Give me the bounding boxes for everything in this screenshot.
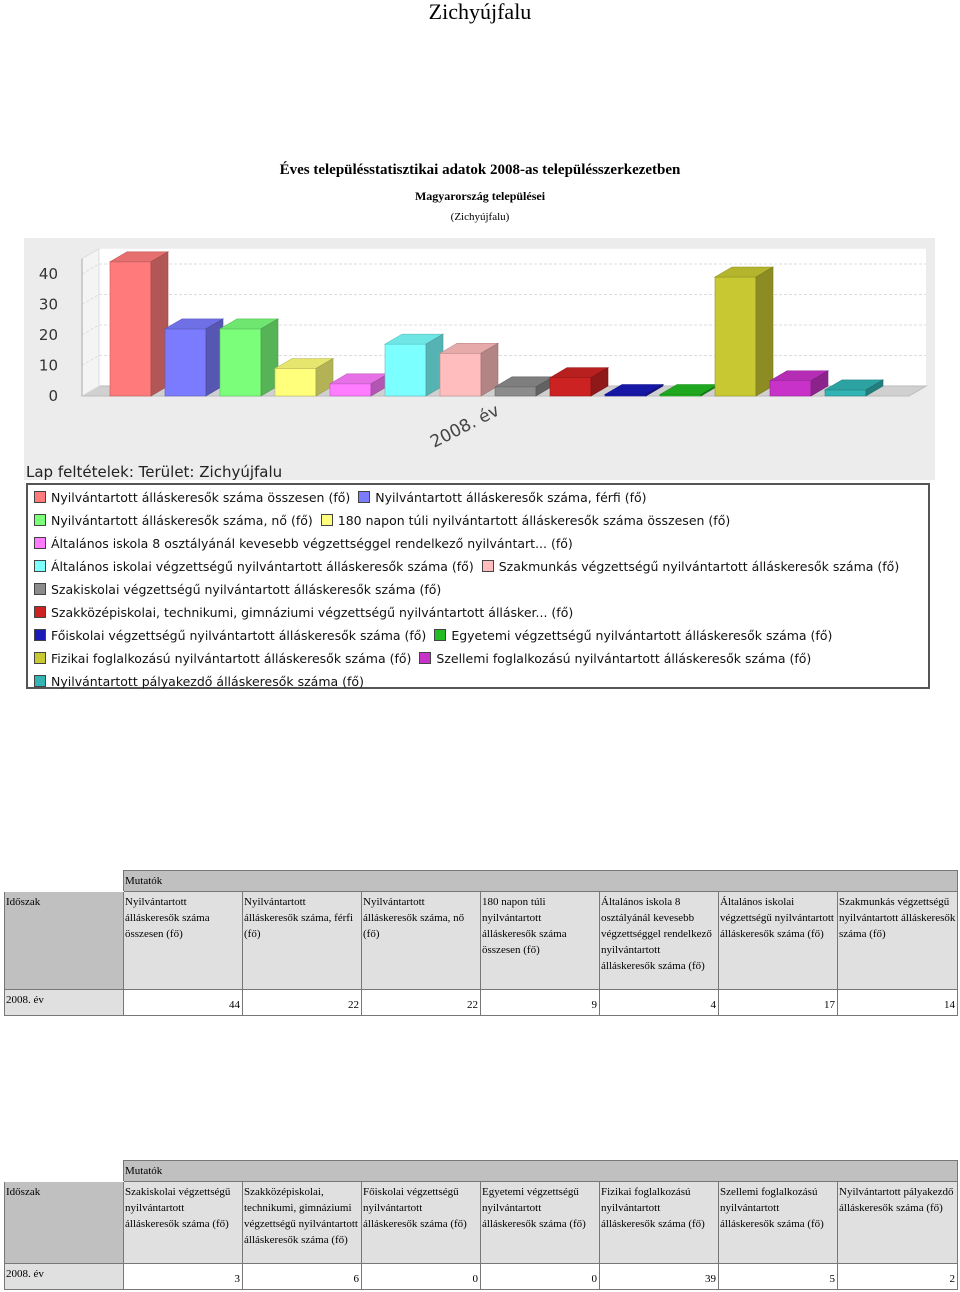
legend-swatch bbox=[34, 491, 46, 503]
legend-row bbox=[34, 674, 372, 692]
bar-face bbox=[110, 262, 151, 396]
legend-row bbox=[34, 628, 840, 646]
column-header: Általános iskola 8 osztályánál kevesebb végzettséggel rendelkező nyilvántartott álláskeresők száma (fő) bbox=[600, 892, 719, 990]
column-header: Nyilvántartott álláskeresők száma, férfi (fő) bbox=[243, 892, 362, 990]
table-cell: 6 bbox=[243, 1264, 362, 1290]
table-group-header: Mutatók bbox=[124, 1161, 958, 1182]
y-tick-label: 10 bbox=[38, 356, 58, 375]
legend-label: Nyilvántartott álláskeresők száma összesen (fő) bbox=[51, 490, 351, 505]
bar-face bbox=[275, 369, 316, 396]
legend-item bbox=[34, 536, 573, 551]
bar-face bbox=[440, 353, 481, 396]
legend-label: Általános iskola 8 osztályánál kevesebb végzettséggel rendelkező nyilvántart... (fő) bbox=[51, 536, 573, 551]
page-title: Zichyújfalu bbox=[428, 0, 532, 24]
table-cell: 5 bbox=[719, 1264, 838, 1290]
y-tick-label: 30 bbox=[38, 295, 58, 314]
table-group-header: Mutatók bbox=[124, 871, 958, 892]
column-header: Szakiskolai végzettségű nyilvántartott álláskeresők száma (fő) bbox=[124, 1182, 243, 1264]
plot-side-wall bbox=[82, 249, 99, 396]
table-cell: 17 bbox=[719, 990, 838, 1016]
bar-face bbox=[165, 329, 206, 396]
chart-title: Éves településstatisztikai adatok 2008-as településszerkezetben bbox=[279, 162, 681, 178]
legend-row bbox=[34, 605, 581, 623]
legend-item bbox=[34, 674, 364, 689]
y-tick-label: 20 bbox=[38, 326, 58, 344]
legend-label: Fizikai foglalkozású nyilvántartott álláskeresők száma (fő) bbox=[51, 651, 412, 666]
legend-row bbox=[34, 559, 907, 577]
legend-row bbox=[34, 651, 819, 669]
legend-item bbox=[34, 490, 350, 505]
table-cell: 44 bbox=[124, 990, 243, 1016]
bar-face bbox=[825, 390, 866, 396]
legend-item bbox=[34, 559, 474, 574]
x-tick-label: 2008. év bbox=[427, 400, 503, 453]
legend-row bbox=[34, 490, 655, 508]
column-header: Nyilvántartott álláskeresők száma, nő (fő) bbox=[362, 892, 481, 990]
table-cell: 14 bbox=[838, 990, 958, 1016]
table-cell: 4 bbox=[600, 990, 719, 1016]
data-table-1 bbox=[4, 870, 958, 1016]
period-header: Időszak bbox=[5, 1182, 124, 1264]
row-label: 2008. év bbox=[5, 1264, 124, 1290]
table-cell: 22 bbox=[362, 990, 481, 1016]
legend-label: Nyilvántartott pályakezdő álláskeresők száma (fő) bbox=[51, 674, 364, 689]
chart-subtitle-area: (Zichyújfalu) bbox=[450, 211, 510, 223]
legend-label: Nyilvántartott álláskeresők száma, nő (fő) bbox=[51, 513, 313, 528]
bar bbox=[385, 334, 443, 396]
filter-text: Lap feltételek: Terület: Zichyújfalu bbox=[26, 463, 283, 481]
table-corner bbox=[5, 1161, 124, 1182]
bar-face bbox=[495, 387, 536, 396]
column-header: Nyilvántartott pályakezdő álláskeresők száma (fő) bbox=[838, 1182, 958, 1264]
legend-label: Általános iskolai végzettségű nyilvántartott álláskeresők száma (fő) bbox=[51, 559, 474, 574]
legend-swatch bbox=[34, 652, 46, 664]
legend-label: 180 napon túli nyilvántartott álláskeresők száma összesen (fő) bbox=[337, 513, 731, 528]
y-tick-label: 0 bbox=[48, 387, 58, 405]
bar-face bbox=[330, 384, 371, 396]
column-header: Egyetemi végzettségű nyilvántartott álláskeresők száma (fő) bbox=[481, 1182, 600, 1264]
legend-swatch bbox=[419, 652, 431, 664]
bar-chart bbox=[24, 238, 935, 480]
legend-swatch bbox=[34, 514, 46, 526]
legend-item bbox=[482, 559, 900, 574]
legend-item bbox=[419, 651, 811, 666]
table-corner bbox=[5, 871, 124, 892]
y-tick-label: 40 bbox=[38, 265, 58, 283]
bar-face bbox=[756, 267, 773, 396]
legend-label: Szakiskolai végzettségű nyilvántartott álláskeresők száma (fő) bbox=[51, 582, 442, 597]
legend-swatch bbox=[34, 537, 46, 549]
legend-swatch bbox=[34, 606, 46, 618]
legend-swatch bbox=[34, 560, 46, 572]
bar bbox=[220, 319, 278, 396]
legend-swatch bbox=[482, 560, 494, 572]
legend-swatch bbox=[434, 629, 446, 641]
chart-subtitle: Magyarország települései bbox=[414, 189, 546, 203]
bar-face bbox=[220, 329, 261, 396]
period-header: Időszak bbox=[5, 892, 124, 990]
row-label: 2008. év bbox=[5, 990, 124, 1016]
table-cell: 2 bbox=[838, 1264, 958, 1290]
bar bbox=[440, 343, 498, 396]
legend-row bbox=[34, 582, 449, 600]
column-header: Szakközépiskolai, technikumi, gimnáziumi végzettségű nyilvántartott álláskeresők száma (fő) bbox=[243, 1182, 362, 1264]
column-header: Általános iskolai végzettségű nyilvántartott álláskeresők száma (fő) bbox=[719, 892, 838, 990]
column-header: Szakmunkás végzettségű nyilvántartott álláskeresők száma (fő) bbox=[838, 892, 958, 990]
column-header: Szellemi foglalkozású nyilvántartott álláskeresők száma (fő) bbox=[719, 1182, 838, 1264]
bar-face bbox=[550, 378, 591, 396]
legend-item bbox=[321, 513, 730, 528]
legend-swatch bbox=[34, 583, 46, 595]
legend-item bbox=[34, 582, 441, 597]
column-header: Fizikai foglalkozású nyilvántartott álláskeresők száma (fő) bbox=[600, 1182, 719, 1264]
legend-item bbox=[34, 628, 426, 643]
legend-swatch bbox=[358, 491, 370, 503]
table-cell: 3 bbox=[124, 1264, 243, 1290]
legend-item bbox=[34, 605, 573, 620]
table-cell: 9 bbox=[481, 990, 600, 1016]
legend-label: Nyilvántartott álláskeresők száma, férfi (fő) bbox=[375, 490, 647, 505]
legend-row bbox=[34, 513, 738, 531]
data-table-2 bbox=[4, 1160, 958, 1290]
table-cell: 22 bbox=[243, 990, 362, 1016]
legend-label: Egyetemi végzettségű nyilvántartott álláskeresők száma (fő) bbox=[451, 628, 833, 643]
bar bbox=[715, 267, 773, 396]
bar bbox=[165, 319, 223, 396]
legend-label: Szellemi foglalkozású nyilvántartott álláskeresők száma (fő) bbox=[436, 651, 812, 666]
legend-swatch bbox=[321, 514, 333, 526]
table-cell: 39 bbox=[600, 1264, 719, 1290]
legend-label: Szakközépiskolai, technikumi, gimnáziumi végzettségű nyilvántartott állásker... (fő) bbox=[51, 605, 574, 620]
legend-swatch bbox=[34, 629, 46, 641]
bar-face bbox=[770, 381, 811, 396]
legend-item bbox=[34, 651, 411, 666]
legend-label: Főiskolai végzettségű nyilvántartott álláskeresők száma (fő) bbox=[51, 628, 427, 643]
bar-face bbox=[385, 344, 426, 396]
bar bbox=[110, 252, 168, 396]
legend-label: Szakmunkás végzettségű nyilvántartott álláskeresők száma (fő) bbox=[498, 559, 900, 574]
column-header: Főiskolai végzettségű nyilvántartott álláskeresők száma (fő) bbox=[362, 1182, 481, 1264]
chart-legend bbox=[26, 483, 930, 689]
column-header: Nyilvántartott álláskeresők száma összesen (fő) bbox=[124, 892, 243, 990]
bar bbox=[275, 359, 333, 396]
legend-item bbox=[358, 490, 646, 505]
legend-row bbox=[34, 536, 581, 554]
table-cell: 0 bbox=[481, 1264, 600, 1290]
legend-item bbox=[34, 513, 313, 528]
column-header: 180 napon túli nyilvántartott álláskeresők száma összesen (fő) bbox=[481, 892, 600, 990]
legend-item bbox=[434, 628, 832, 643]
bar-face bbox=[715, 277, 756, 396]
table-cell: 0 bbox=[362, 1264, 481, 1290]
legend-swatch bbox=[34, 675, 46, 687]
